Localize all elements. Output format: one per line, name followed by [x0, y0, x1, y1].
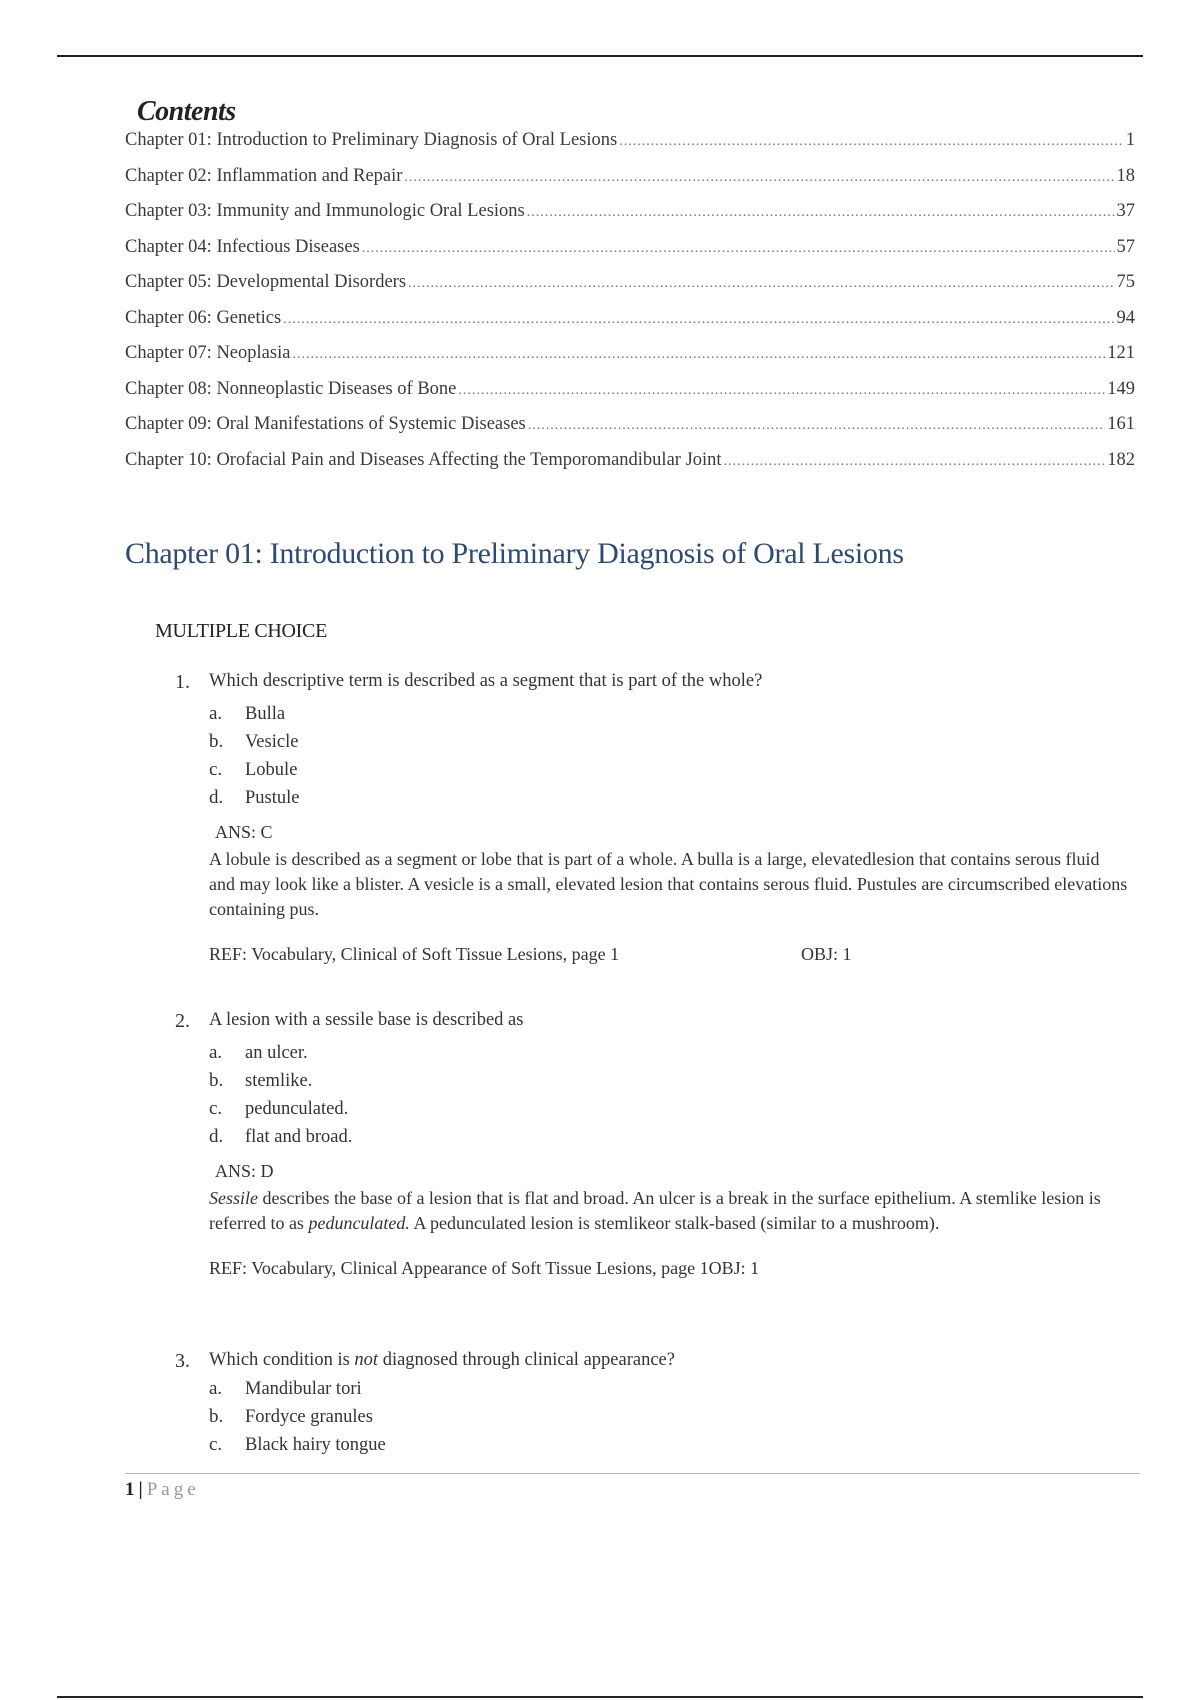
- answer-rationale: [209, 1186, 1129, 1236]
- option-text: pedunculated.: [245, 1098, 349, 1119]
- toc-entry-text: Chapter 03: Immunity and Immunologic Oral Lesions: [125, 201, 525, 221]
- option-letter: b.: [209, 731, 224, 752]
- toc-entry-text: Chapter 01: Introduction to Preliminary Diagnosis of Oral Lesions: [125, 130, 618, 150]
- question-stem: [175, 1010, 1125, 1033]
- rationale-text: describes the base of a lesion that is flat and broad. An ulcer is a break in the surface epithelium. A stemlike lesion is referred to as: [209, 1188, 1101, 1233]
- toc-leader-dots: [408, 276, 1114, 292]
- option-item[interactable]: [209, 1431, 1125, 1459]
- footer-rule: [125, 1473, 1140, 1474]
- toc-entry[interactable]: [125, 130, 1135, 166]
- option-text: Mandibular tori: [245, 1378, 362, 1399]
- toc-entry-text: Chapter 08: Nonneoplastic Diseases of Bone: [125, 378, 457, 399]
- option-item[interactable]: [209, 756, 1125, 784]
- footer-page-number: 1: [125, 1479, 135, 1500]
- option-list: [209, 1375, 1125, 1459]
- reference-line: [209, 1258, 1125, 1279]
- option-letter: c.: [209, 1098, 223, 1119]
- toc-entry-page: 121: [1107, 343, 1135, 363]
- option-item[interactable]: [209, 700, 1125, 728]
- toc-leader-dots: [619, 134, 1124, 150]
- toc-entry[interactable]: [125, 450, 1135, 486]
- question-stem: [175, 671, 1125, 694]
- question-number: 3.: [175, 1350, 190, 1372]
- toc-entry[interactable]: [125, 201, 1135, 237]
- toc-leader-dots: [527, 205, 1115, 221]
- toc-entry-page: 182: [1107, 449, 1135, 470]
- toc-entry-text: Chapter 04: Infectious Diseases: [125, 236, 360, 257]
- option-letter: d.: [209, 1126, 224, 1147]
- table-of-contents: [125, 130, 1135, 485]
- question-1: [175, 671, 1128, 965]
- rationale-text: A pedunculated lesion is stemlikeor stalk-based (similar to a mushroom).: [409, 1213, 940, 1233]
- toc-leader-dots: [724, 454, 1106, 470]
- option-text: Bulla: [245, 703, 286, 724]
- question-text-emphasis: not: [354, 1350, 379, 1370]
- top-rule: [57, 55, 1143, 57]
- question-2: [175, 1010, 1125, 1279]
- option-letter: c.: [209, 759, 223, 780]
- option-letter: b.: [209, 1070, 224, 1091]
- option-item[interactable]: [209, 1123, 1125, 1151]
- toc-entry[interactable]: [125, 237, 1135, 273]
- option-letter: a.: [209, 1378, 223, 1399]
- toc-entry-page: 1: [1125, 130, 1135, 150]
- toc-entry-page: 149: [1107, 378, 1135, 399]
- toc-entry[interactable]: [125, 414, 1135, 450]
- objective-text: OBJ: 1: [801, 944, 852, 964]
- question-number: 1.: [175, 671, 190, 693]
- toc-leader-dots: [362, 241, 1115, 257]
- toc-entry-page: 18: [1116, 165, 1135, 186]
- toc-entry[interactable]: [125, 272, 1135, 308]
- toc-entry-text: Chapter 05: Developmental Disorders: [125, 272, 407, 292]
- page-footer: [125, 1479, 200, 1501]
- toc-entry-page: 75: [1116, 272, 1135, 292]
- toc-entry-page: 37: [1116, 201, 1135, 221]
- rationale-term: pedunculated.: [308, 1213, 410, 1233]
- option-text: Lobule: [245, 759, 298, 780]
- toc-leader-dots: [404, 170, 1114, 186]
- answer-label: ANS: C: [215, 822, 273, 842]
- question-3: [175, 1350, 1125, 1459]
- option-item[interactable]: [209, 1039, 1125, 1067]
- toc-leader-dots: [292, 347, 1105, 363]
- toc-leader-dots: [528, 418, 1106, 434]
- option-item[interactable]: [209, 1095, 1125, 1123]
- reference-text: REF: Vocabulary, Clinical Appearance of Soft Tissue Lesions, page 1OBJ: 1: [209, 1258, 760, 1278]
- answer-label: ANS: D: [215, 1161, 274, 1181]
- option-letter: c.: [209, 1434, 223, 1455]
- option-text: stemlike.: [245, 1070, 313, 1091]
- option-text: Black hairy tongue: [245, 1434, 386, 1455]
- option-text: flat and broad.: [245, 1126, 353, 1147]
- option-text: an ulcer.: [245, 1042, 308, 1063]
- toc-leader-dots: [458, 383, 1105, 399]
- option-letter: d.: [209, 787, 224, 808]
- toc-entry-page: 161: [1107, 414, 1135, 434]
- option-text: Vesicle: [245, 731, 299, 752]
- toc-entry[interactable]: [125, 379, 1135, 415]
- toc-entry-text: Chapter 06: Genetics: [125, 307, 282, 328]
- question-text: Which descriptive term is described as a segment that is part of the whole?: [209, 671, 763, 691]
- toc-entry-text: Chapter 07: Neoplasia: [125, 343, 291, 363]
- option-item[interactable]: [209, 784, 1125, 812]
- toc-entry[interactable]: [125, 308, 1135, 344]
- option-text: Fordyce granules: [245, 1406, 373, 1427]
- footer-page-word: Page: [146, 1479, 200, 1500]
- toc-entry[interactable]: [125, 166, 1135, 202]
- question-text-part: diagnosed through clinical appearance?: [378, 1350, 675, 1370]
- option-text: Pustule: [245, 787, 300, 808]
- option-letter: b.: [209, 1406, 224, 1427]
- option-item[interactable]: [209, 1403, 1125, 1431]
- option-list: [209, 1039, 1125, 1151]
- reference-text: REF: Vocabulary, Clinical of Soft Tissue Lesions, page 1: [209, 944, 620, 964]
- option-letter: a.: [209, 1042, 223, 1063]
- toc-entry-text: Chapter 09: Oral Manifestations of Systemic Diseases: [125, 414, 526, 434]
- option-item[interactable]: [209, 728, 1125, 756]
- chapter-heading: Chapter 01: Introduction to Preliminary Diagnosis of Oral Lesions: [125, 537, 904, 570]
- question-stem: [175, 1350, 1125, 1373]
- toc-entry-page: 57: [1116, 236, 1135, 257]
- option-item[interactable]: [209, 1375, 1125, 1403]
- toc-entry[interactable]: [125, 343, 1135, 379]
- toc-entry-text: Chapter 02: Inflammation and Repair: [125, 165, 403, 186]
- toc-entry-text: Chapter 10: Orofacial Pain and Diseases Affecting the Temporomandibular Joint: [125, 449, 722, 470]
- rationale-term: Sessile: [209, 1188, 258, 1208]
- question-text: [209, 1350, 675, 1373]
- option-letter: a.: [209, 703, 223, 724]
- toc-leader-dots: [283, 312, 1114, 328]
- bottom-rule: [57, 1696, 1143, 1698]
- option-item[interactable]: [209, 1067, 1125, 1095]
- section-heading: MULTIPLE CHOICE: [155, 620, 327, 642]
- reference-line: [209, 944, 1125, 965]
- toc-entry-page: 94: [1116, 307, 1135, 328]
- question-number: 2.: [175, 1010, 190, 1032]
- option-list: [209, 700, 1125, 812]
- question-text: A lesion with a sessile base is described as: [209, 1010, 524, 1030]
- question-text-part: Which condition is: [209, 1350, 355, 1370]
- footer-separator: |: [138, 1479, 143, 1500]
- toc-title: Contents: [137, 96, 236, 127]
- answer-rationale: A lobule is described as a segment or lobe that is part of a whole. A bulla is a large, elevatedlesion that contains serous fluid and may look like a blister. A vesicle is a small, elevated lesion that contains serous fluid. Pustules are circumscribed elevations containing pus.: [209, 849, 1128, 919]
